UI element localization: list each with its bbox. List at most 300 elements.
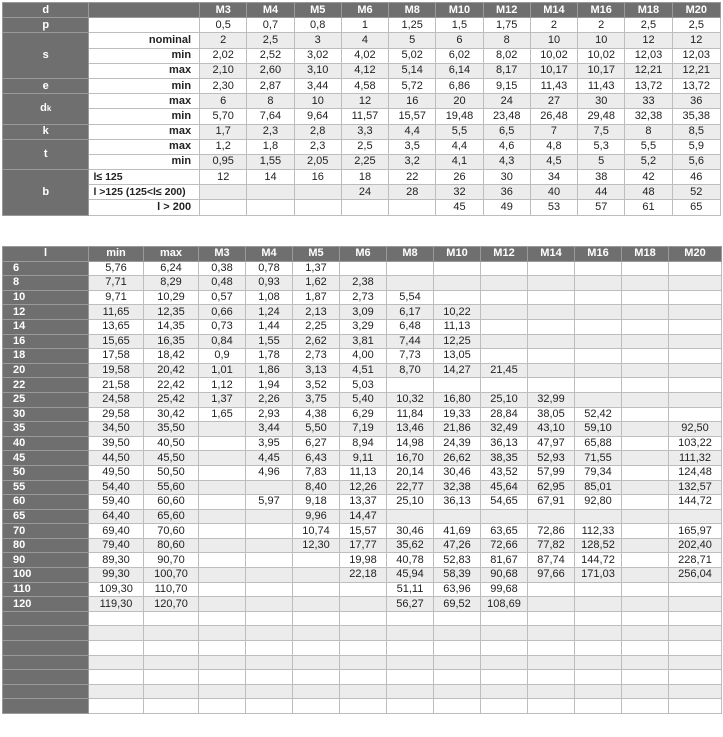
length-value-cell (622, 407, 669, 422)
row-label-cell: l >125 (125<l≤ 200) (89, 185, 200, 200)
value-cell: 8,02 (483, 48, 530, 63)
length-label-cell (3, 655, 89, 670)
length-value-cell (199, 465, 246, 480)
value-cell: 1,75 (483, 18, 530, 33)
length-value-cell (144, 670, 199, 685)
length-value-cell: 124,48 (669, 465, 722, 480)
length-header-cell: M12 (481, 247, 528, 262)
length-value-cell (246, 538, 293, 553)
length-value-cell: 70,60 (144, 524, 199, 539)
value-cell: 2,10 (200, 63, 247, 78)
length-header-cell: M14 (528, 247, 575, 262)
length-value-cell: 1,78 (246, 349, 293, 364)
length-value-cell: 12,35 (144, 305, 199, 320)
length-value-cell: 22,42 (144, 378, 199, 393)
length-value-cell: 90,70 (144, 553, 199, 568)
value-cell: 4,4 (436, 139, 483, 154)
value-cell: 10,02 (578, 48, 625, 63)
length-value-cell: 3,52 (293, 378, 340, 393)
length-value-cell (481, 509, 528, 524)
length-value-cell: 24,39 (434, 436, 481, 451)
length-value-cell (481, 334, 528, 349)
value-cell: 1,8 (247, 139, 294, 154)
length-value-cell (622, 553, 669, 568)
row-label-cell: l > 200 (89, 200, 200, 215)
length-value-cell: 87,74 (528, 553, 575, 568)
length-row (3, 363, 722, 378)
value-cell: 48 (625, 185, 672, 200)
length-row (3, 378, 722, 393)
symbol-subscript: k (46, 104, 52, 114)
value-cell: 14 (247, 170, 294, 185)
spec-row (3, 94, 721, 109)
length-value-cell: 21,58 (89, 378, 144, 393)
value-cell: 3,2 (389, 154, 436, 169)
length-value-cell: 25,42 (144, 392, 199, 407)
row-label-cell: min (89, 48, 200, 63)
length-value-cell (340, 670, 387, 685)
length-value-cell: 110,70 (144, 582, 199, 597)
row-label-cell: max (89, 63, 200, 78)
length-value-cell (199, 436, 246, 451)
value-cell: 42 (625, 170, 672, 185)
length-value-cell (246, 597, 293, 612)
length-value-cell: 45,50 (144, 451, 199, 466)
value-cell: 29,48 (578, 109, 625, 124)
length-value-cell (575, 392, 622, 407)
length-value-cell (528, 290, 575, 305)
length-row (3, 407, 722, 422)
value-cell: 2,8 (294, 124, 341, 139)
length-label-cell (3, 699, 89, 714)
length-value-cell (144, 699, 199, 714)
length-label-cell: 35 (3, 422, 89, 437)
length-value-cell: 97,66 (528, 568, 575, 583)
value-cell: 10,17 (578, 63, 625, 78)
value-cell: 5,70 (200, 109, 247, 124)
length-value-cell (669, 363, 722, 378)
length-value-cell (293, 684, 340, 699)
length-value-cell (622, 378, 669, 393)
length-value-cell (575, 378, 622, 393)
length-value-cell (293, 568, 340, 583)
length-value-cell: 1,65 (199, 407, 246, 422)
length-value-cell (246, 568, 293, 583)
length-value-cell: 52,83 (434, 553, 481, 568)
value-cell: 12,03 (625, 48, 672, 63)
length-value-cell: 79,34 (575, 465, 622, 480)
value-cell: 3,10 (294, 63, 341, 78)
value-cell: 44 (578, 185, 625, 200)
value-cell: 4 (341, 33, 388, 48)
length-value-cell (622, 538, 669, 553)
length-value-cell (669, 290, 722, 305)
value-cell: 7 (530, 124, 577, 139)
size-header-cell: M4 (247, 3, 294, 18)
length-value-cell (528, 349, 575, 364)
length-value-cell (622, 363, 669, 378)
value-cell: 2 (578, 18, 625, 33)
value-cell: 5,14 (389, 63, 436, 78)
length-value-cell (144, 611, 199, 626)
length-value-cell: 32,38 (434, 480, 481, 495)
length-value-cell: 11,13 (434, 319, 481, 334)
row-label-cell: max (89, 94, 200, 109)
length-value-cell: 8,40 (293, 480, 340, 495)
value-cell: 1,25 (389, 18, 436, 33)
length-value-cell: 90,68 (481, 568, 528, 583)
length-value-cell (481, 655, 528, 670)
length-value-cell (622, 319, 669, 334)
length-value-cell: 0,73 (199, 319, 246, 334)
value-cell: 4,3 (483, 154, 530, 169)
length-row (3, 626, 722, 641)
length-value-cell: 5,54 (387, 290, 434, 305)
length-value-cell (434, 626, 481, 641)
value-cell: 9,64 (294, 109, 341, 124)
length-value-cell: 11,65 (89, 305, 144, 320)
length-label-cell (3, 684, 89, 699)
length-value-cell (481, 305, 528, 320)
length-value-cell: 13,05 (434, 349, 481, 364)
length-value-cell: 19,58 (89, 363, 144, 378)
row-label-cell: max (89, 124, 200, 139)
row-label-cell (89, 18, 200, 33)
value-cell: 2,5 (341, 139, 388, 154)
length-value-cell: 5,50 (293, 422, 340, 437)
length-value-cell: 4,38 (293, 407, 340, 422)
spec-row (3, 170, 721, 185)
length-value-cell: 89,30 (89, 553, 144, 568)
value-cell: 2,5 (247, 33, 294, 48)
length-row (3, 509, 722, 524)
value-cell (389, 200, 436, 215)
length-value-cell (669, 407, 722, 422)
length-value-cell: 92,80 (575, 495, 622, 510)
length-value-cell (481, 378, 528, 393)
length-header-cell: M18 (622, 247, 669, 262)
value-cell: 2,60 (247, 63, 294, 78)
length-value-cell: 1,86 (246, 363, 293, 378)
length-value-cell (434, 509, 481, 524)
length-value-cell (622, 495, 669, 510)
length-value-cell (622, 509, 669, 524)
length-value-cell: 17,77 (340, 538, 387, 553)
value-cell: 6 (200, 94, 247, 109)
value-cell: 2,52 (247, 48, 294, 63)
length-value-cell: 10,29 (144, 290, 199, 305)
value-cell: 2,3 (247, 124, 294, 139)
length-value-cell: 43,52 (481, 465, 528, 480)
length-label-cell: 8 (3, 276, 89, 291)
value-cell (200, 200, 247, 215)
length-value-cell: 22,77 (387, 480, 434, 495)
length-value-cell (669, 378, 722, 393)
length-value-cell (622, 611, 669, 626)
length-value-cell (669, 305, 722, 320)
length-value-cell (575, 670, 622, 685)
length-value-cell (622, 641, 669, 656)
length-value-cell (387, 261, 434, 276)
length-value-cell (575, 611, 622, 626)
length-value-cell (340, 626, 387, 641)
length-value-cell: 100,70 (144, 568, 199, 583)
value-cell (247, 185, 294, 200)
length-value-cell (199, 670, 246, 685)
length-value-cell: 7,19 (340, 422, 387, 437)
length-value-cell: 41,69 (434, 524, 481, 539)
length-row (3, 611, 722, 626)
length-value-cell: 50,50 (144, 465, 199, 480)
length-value-cell (528, 261, 575, 276)
length-value-cell (340, 261, 387, 276)
length-value-cell (434, 276, 481, 291)
length-row (3, 319, 722, 334)
length-value-cell: 1,37 (293, 261, 340, 276)
length-value-cell: 69,52 (434, 597, 481, 612)
length-row (3, 684, 722, 699)
value-cell: 11,43 (578, 78, 625, 93)
length-value-cell: 103,22 (669, 436, 722, 451)
length-value-cell (246, 626, 293, 641)
length-value-cell (481, 699, 528, 714)
length-label-cell (3, 611, 89, 626)
length-value-cell: 49,50 (89, 465, 144, 480)
length-value-cell: 256,04 (669, 568, 722, 583)
length-value-cell: 13,37 (340, 495, 387, 510)
value-cell: 6,14 (436, 63, 483, 78)
length-value-cell: 7,83 (293, 465, 340, 480)
spec-row (3, 185, 721, 200)
length-value-cell (246, 480, 293, 495)
value-cell: 10 (530, 33, 577, 48)
length-header-cell: M8 (387, 247, 434, 262)
value-cell: 32 (436, 185, 483, 200)
length-value-cell: 109,30 (89, 582, 144, 597)
length-value-cell: 14,47 (340, 509, 387, 524)
length-value-cell (199, 538, 246, 553)
length-value-cell (340, 611, 387, 626)
length-value-cell: 5,97 (246, 495, 293, 510)
length-value-cell: 77,82 (528, 538, 575, 553)
length-value-cell (246, 582, 293, 597)
value-cell: 18 (341, 170, 388, 185)
length-value-cell (575, 626, 622, 641)
length-value-cell: 2,25 (293, 319, 340, 334)
length-value-cell (387, 641, 434, 656)
value-cell: 4,58 (341, 78, 388, 93)
length-value-cell: 3,29 (340, 319, 387, 334)
length-value-cell: 6,27 (293, 436, 340, 451)
length-value-cell (622, 684, 669, 699)
length-value-cell: 44,50 (89, 451, 144, 466)
spec-row (3, 63, 721, 78)
value-cell: 35,38 (672, 109, 720, 124)
length-value-cell: 36,13 (481, 436, 528, 451)
length-value-cell (89, 626, 144, 641)
length-value-cell (481, 319, 528, 334)
length-value-cell: 54,65 (481, 495, 528, 510)
length-row (3, 451, 722, 466)
length-value-cell: 6,29 (340, 407, 387, 422)
length-value-cell: 32,99 (528, 392, 575, 407)
length-value-cell (622, 670, 669, 685)
length-value-cell: 99,68 (481, 582, 528, 597)
length-value-cell (528, 334, 575, 349)
length-value-cell: 28,84 (481, 407, 528, 422)
symbol-text: d (40, 102, 47, 115)
length-value-cell (669, 611, 722, 626)
value-cell (341, 200, 388, 215)
length-value-cell (293, 699, 340, 714)
length-value-cell (528, 655, 575, 670)
length-value-cell: 24,58 (89, 392, 144, 407)
length-value-cell (89, 684, 144, 699)
length-value-cell (622, 276, 669, 291)
length-value-cell (528, 626, 575, 641)
length-value-cell: 0,57 (199, 290, 246, 305)
value-cell: 12,03 (672, 48, 720, 63)
length-value-cell (293, 582, 340, 597)
size-header-cell: M12 (483, 3, 530, 18)
length-row (3, 349, 722, 364)
length-value-cell (246, 641, 293, 656)
length-value-cell (481, 641, 528, 656)
length-value-cell (528, 305, 575, 320)
length-value-cell (575, 582, 622, 597)
length-value-cell: 5,03 (340, 378, 387, 393)
length-value-cell: 30,46 (387, 524, 434, 539)
length-value-cell: 35,62 (387, 538, 434, 553)
value-cell: 0,7 (247, 18, 294, 33)
header-blank-cell (89, 3, 200, 18)
length-value-cell (89, 699, 144, 714)
length-value-cell: 35,50 (144, 422, 199, 437)
length-value-cell (622, 334, 669, 349)
value-cell: 8,17 (483, 63, 530, 78)
value-cell: 5,9 (672, 139, 720, 154)
value-cell: 46 (672, 170, 720, 185)
length-value-cell (89, 670, 144, 685)
length-value-cell: 111,32 (669, 451, 722, 466)
value-cell: 13,72 (672, 78, 720, 93)
length-value-cell: 67,91 (528, 495, 575, 510)
length-value-cell: 108,69 (481, 597, 528, 612)
length-value-cell (481, 349, 528, 364)
length-value-cell: 7,73 (387, 349, 434, 364)
length-value-cell: 19,33 (434, 407, 481, 422)
length-value-cell (669, 509, 722, 524)
symbol-cell: k (3, 124, 89, 139)
length-value-cell: 228,71 (669, 553, 722, 568)
size-header-cell: M16 (578, 3, 625, 18)
row-label-cell: min (89, 78, 200, 93)
length-value-cell (89, 655, 144, 670)
value-cell: 1,55 (247, 154, 294, 169)
value-cell: 53 (530, 200, 577, 215)
length-value-cell (622, 626, 669, 641)
length-label-cell: 55 (3, 480, 89, 495)
length-row (3, 334, 722, 349)
length-value-cell (199, 422, 246, 437)
value-cell (247, 200, 294, 215)
length-value-cell: 16,35 (144, 334, 199, 349)
value-cell: 52 (672, 185, 720, 200)
length-value-cell: 165,97 (669, 524, 722, 539)
length-value-cell: 2,62 (293, 334, 340, 349)
length-value-cell: 69,40 (89, 524, 144, 539)
length-value-cell (669, 670, 722, 685)
length-header-cell: M5 (293, 247, 340, 262)
length-value-cell: 65,88 (575, 436, 622, 451)
length-value-cell: 40,50 (144, 436, 199, 451)
size-header-cell: M8 (389, 3, 436, 18)
length-value-cell (669, 349, 722, 364)
length-value-cell (669, 276, 722, 291)
value-cell: 4,6 (483, 139, 530, 154)
length-value-cell: 62,95 (528, 480, 575, 495)
value-cell: 4,5 (530, 154, 577, 169)
length-value-cell (481, 276, 528, 291)
length-label-cell: 30 (3, 407, 89, 422)
value-cell: 40 (530, 185, 577, 200)
length-value-cell: 1,08 (246, 290, 293, 305)
spec-row (3, 78, 721, 93)
value-cell: 5 (578, 154, 625, 169)
length-header-row (3, 247, 722, 262)
length-value-cell: 20,42 (144, 363, 199, 378)
length-value-cell (528, 699, 575, 714)
value-cell: 3 (294, 33, 341, 48)
value-cell: 5,2 (625, 154, 672, 169)
length-value-cell (199, 699, 246, 714)
length-value-cell (481, 626, 528, 641)
value-cell: 45 (436, 200, 483, 215)
length-value-cell: 6,17 (387, 305, 434, 320)
length-value-cell: 0,9 (199, 349, 246, 364)
length-value-cell: 80,60 (144, 538, 199, 553)
spec-row (3, 18, 721, 33)
length-value-cell: 21,45 (481, 363, 528, 378)
length-value-cell: 30,46 (434, 465, 481, 480)
size-header-cell: M10 (436, 3, 483, 18)
value-cell: 6,5 (483, 124, 530, 139)
length-value-cell: 1,01 (199, 363, 246, 378)
value-cell: 2,30 (200, 78, 247, 93)
length-value-cell (669, 392, 722, 407)
length-value-cell: 29,58 (89, 407, 144, 422)
length-value-cell (246, 699, 293, 714)
length-value-cell (575, 509, 622, 524)
length-row (3, 641, 722, 656)
length-value-cell: 7,71 (89, 276, 144, 291)
length-label-cell: 80 (3, 538, 89, 553)
length-label-cell: 60 (3, 495, 89, 510)
length-value-cell (434, 641, 481, 656)
length-value-cell: 3,13 (293, 363, 340, 378)
length-value-cell (340, 655, 387, 670)
length-value-cell (622, 480, 669, 495)
length-value-cell: 120,70 (144, 597, 199, 612)
length-row (3, 670, 722, 685)
length-value-cell: 128,52 (575, 538, 622, 553)
length-value-cell: 99,30 (89, 568, 144, 583)
length-value-cell: 81,67 (481, 553, 528, 568)
value-cell: 3,02 (294, 48, 341, 63)
length-row (3, 538, 722, 553)
length-value-cell: 9,18 (293, 495, 340, 510)
value-cell: 28 (389, 185, 436, 200)
